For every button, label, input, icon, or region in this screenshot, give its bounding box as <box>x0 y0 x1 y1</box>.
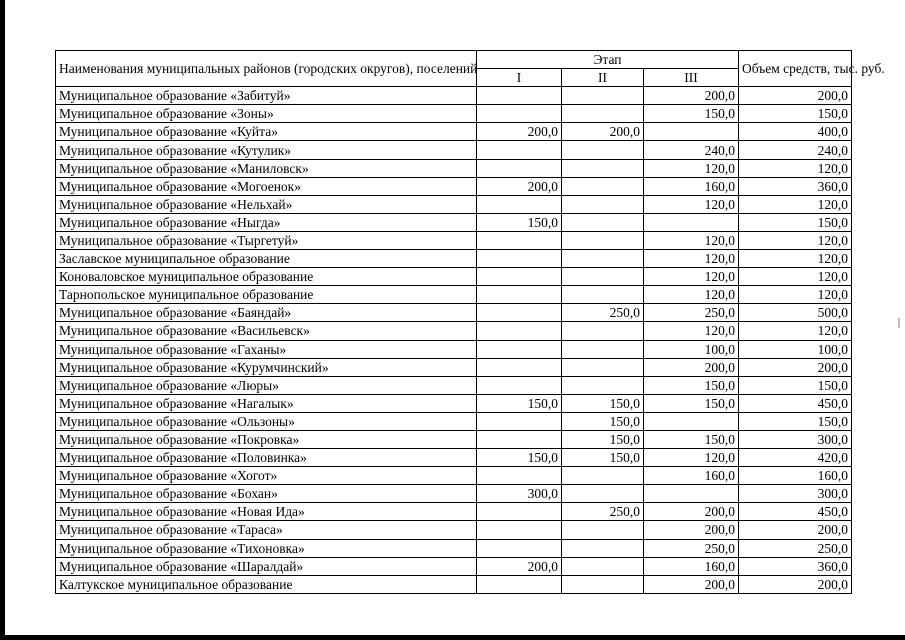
stage-1-cell <box>477 340 562 358</box>
total-cell: 150,0 <box>739 105 852 123</box>
stage-1-cell <box>477 575 562 593</box>
stage-2-cell <box>562 250 644 268</box>
header-name-column: Наименования муниципальных районов (городских округов), поселений <box>56 51 477 87</box>
stage-2-cell <box>562 575 644 593</box>
stage-3-cell: 160,0 <box>644 557 739 575</box>
municipality-name-cell: Муниципальное образование «Зоны» <box>56 105 477 123</box>
total-cell: 150,0 <box>739 412 852 430</box>
table-row <box>56 268 852 286</box>
total-cell: 450,0 <box>739 394 852 412</box>
header-total-column: Объем средств, тыс. руб. <box>739 51 852 87</box>
table-row <box>56 394 852 412</box>
table-row <box>56 322 852 340</box>
total-cell: 150,0 <box>739 213 852 231</box>
municipality-name-cell: Муниципальное образование «Тихоновка» <box>56 539 477 557</box>
stage-3-cell <box>644 412 739 430</box>
table-row <box>56 340 852 358</box>
stage-3-cell <box>644 123 739 141</box>
municipality-name-cell: Муниципальное образование «Баяндай» <box>56 304 477 322</box>
stage-2-cell <box>562 521 644 539</box>
municipality-name-cell: Муниципальное образование «Покровка» <box>56 430 477 448</box>
stage-1-cell <box>477 467 562 485</box>
stage-1-cell <box>477 250 562 268</box>
stage-2-cell: 150,0 <box>562 394 644 412</box>
stage-1-cell: 150,0 <box>477 213 562 231</box>
total-cell: 240,0 <box>739 141 852 159</box>
header-stage-group: Этап <box>477 51 739 69</box>
table-row <box>56 304 852 322</box>
stage-1-cell <box>477 304 562 322</box>
stage-3-cell: 120,0 <box>644 268 739 286</box>
stage-2-cell <box>562 213 644 231</box>
header-stage-2: II <box>562 69 644 87</box>
table-row <box>56 539 852 557</box>
municipality-name-cell: Заславское муниципальное образование <box>56 250 477 268</box>
total-cell: 300,0 <box>739 485 852 503</box>
total-cell: 360,0 <box>739 557 852 575</box>
stage-1-cell <box>477 521 562 539</box>
stage-3-cell: 100,0 <box>644 340 739 358</box>
scan-speck <box>898 318 900 328</box>
stage-3-cell: 200,0 <box>644 503 739 521</box>
stage-2-cell <box>562 376 644 394</box>
stage-1-cell: 200,0 <box>477 123 562 141</box>
stage-1-cell <box>477 503 562 521</box>
stage-3-cell: 120,0 <box>644 159 739 177</box>
stage-1-cell <box>477 286 562 304</box>
table-row <box>56 376 852 394</box>
stage-3-cell: 150,0 <box>644 105 739 123</box>
stage-3-cell: 200,0 <box>644 358 739 376</box>
table-row <box>56 195 852 213</box>
stage-2-cell <box>562 195 644 213</box>
stage-2-cell <box>562 87 644 105</box>
stage-3-cell: 250,0 <box>644 539 739 557</box>
total-cell: 120,0 <box>739 250 852 268</box>
municipality-name-cell: Муниципальное образование «Могоенок» <box>56 177 477 195</box>
table-row <box>56 250 852 268</box>
municipality-name-cell: Муниципальное образование «Новая Ида» <box>56 503 477 521</box>
header-stage-3: III <box>644 69 739 87</box>
municipality-name-cell: Муниципальное образование «Половинка» <box>56 449 477 467</box>
stage-2-cell <box>562 358 644 376</box>
stage-3-cell: 160,0 <box>644 177 739 195</box>
total-cell: 120,0 <box>739 231 852 249</box>
stage-1-cell <box>477 231 562 249</box>
stage-1-cell <box>477 141 562 159</box>
total-cell: 120,0 <box>739 159 852 177</box>
stage-2-cell: 150,0 <box>562 449 644 467</box>
municipality-name-cell: Муниципальное образование «Ныгда» <box>56 213 477 231</box>
municipality-name-cell: Муниципальное образование «Люры» <box>56 376 477 394</box>
table-row <box>56 575 852 593</box>
stage-2-cell: 150,0 <box>562 430 644 448</box>
total-cell: 250,0 <box>739 539 852 557</box>
total-cell: 100,0 <box>739 340 852 358</box>
table-row <box>56 286 852 304</box>
stage-2-cell <box>562 557 644 575</box>
municipality-name-cell: Коноваловское муниципальное образование <box>56 268 477 286</box>
stage-2-cell <box>562 177 644 195</box>
stage-3-cell <box>644 213 739 231</box>
table-header <box>56 51 885 87</box>
total-cell: 120,0 <box>739 268 852 286</box>
total-cell: 400,0 <box>739 123 852 141</box>
stage-1-cell: 150,0 <box>477 449 562 467</box>
stage-2-cell <box>562 105 644 123</box>
total-cell: 360,0 <box>739 177 852 195</box>
municipality-name-cell: Муниципальное образование «Тараса» <box>56 521 477 539</box>
stage-3-cell: 120,0 <box>644 195 739 213</box>
total-cell: 500,0 <box>739 304 852 322</box>
stage-1-cell <box>477 322 562 340</box>
stage-1-cell <box>477 268 562 286</box>
stage-3-cell: 120,0 <box>644 231 739 249</box>
municipality-name-cell: Муниципальное образование «Васильевск» <box>56 322 477 340</box>
stage-2-cell: 250,0 <box>562 503 644 521</box>
stage-2-cell <box>562 268 644 286</box>
municipality-name-cell: Муниципальное образование «Гаханы» <box>56 340 477 358</box>
table-body <box>56 87 852 594</box>
stage-3-cell: 200,0 <box>644 575 739 593</box>
stage-1-cell: 200,0 <box>477 557 562 575</box>
stage-1-cell <box>477 412 562 430</box>
stage-1-cell <box>477 159 562 177</box>
stage-3-cell: 150,0 <box>644 394 739 412</box>
stage-2-cell <box>562 141 644 159</box>
stage-3-cell: 150,0 <box>644 430 739 448</box>
stage-3-cell: 240,0 <box>644 141 739 159</box>
table-row <box>56 141 852 159</box>
table-row <box>56 412 852 430</box>
total-cell: 150,0 <box>739 376 852 394</box>
table-row <box>56 159 852 177</box>
stage-1-cell <box>477 195 562 213</box>
stage-2-cell: 250,0 <box>562 304 644 322</box>
total-cell: 450,0 <box>739 503 852 521</box>
header-stage-1: I <box>477 69 562 87</box>
stage-1-cell <box>477 430 562 448</box>
stage-2-cell <box>562 231 644 249</box>
table-row <box>56 449 852 467</box>
table-row <box>56 430 852 448</box>
total-cell: 300,0 <box>739 430 852 448</box>
stage-3-cell: 120,0 <box>644 322 739 340</box>
total-cell: 200,0 <box>739 575 852 593</box>
total-cell: 160,0 <box>739 467 852 485</box>
stage-2-cell <box>562 340 644 358</box>
table-row <box>56 177 852 195</box>
stage-1-cell <box>477 105 562 123</box>
stage-2-cell: 200,0 <box>562 123 644 141</box>
stage-3-cell: 120,0 <box>644 286 739 304</box>
municipality-name-cell: Тарнопольское муниципальное образование <box>56 286 477 304</box>
municipality-name-cell: Муниципальное образование «Шаралдай» <box>56 557 477 575</box>
table-row <box>56 358 852 376</box>
municipality-name-cell: Муниципальное образование «Нельхай» <box>56 195 477 213</box>
total-cell: 120,0 <box>739 286 852 304</box>
stage-2-cell <box>562 539 644 557</box>
stage-3-cell: 160,0 <box>644 467 739 485</box>
municipality-name-cell: Калтукское муниципальное образование <box>56 575 477 593</box>
stage-1-cell: 300,0 <box>477 485 562 503</box>
stage-3-cell: 120,0 <box>644 250 739 268</box>
stage-1-cell <box>477 358 562 376</box>
table-row <box>56 557 852 575</box>
total-cell: 200,0 <box>739 521 852 539</box>
stage-3-cell <box>644 485 739 503</box>
stage-1-cell <box>477 539 562 557</box>
municipality-name-cell: Муниципальное образование «Курумчинский» <box>56 358 477 376</box>
municipality-name-cell: Муниципальное образование «Куйта» <box>56 123 477 141</box>
municipality-name-cell: Муниципальное образование «Забитуй» <box>56 87 477 105</box>
stage-2-cell <box>562 159 644 177</box>
stage-1-cell: 200,0 <box>477 177 562 195</box>
stage-2-cell <box>562 322 644 340</box>
stage-2-cell: 150,0 <box>562 412 644 430</box>
table-row <box>56 485 852 503</box>
stage-3-cell: 200,0 <box>644 87 739 105</box>
table-row <box>56 467 852 485</box>
stage-3-cell: 120,0 <box>644 449 739 467</box>
stage-2-cell <box>562 286 644 304</box>
total-cell: 420,0 <box>739 449 852 467</box>
stage-2-cell <box>562 485 644 503</box>
stage-1-cell <box>477 376 562 394</box>
table-row <box>56 521 852 539</box>
municipality-name-cell: Муниципальное образование «Тыргетуй» <box>56 231 477 249</box>
scan-edge-bottom <box>0 635 905 640</box>
total-cell: 200,0 <box>739 358 852 376</box>
municipality-name-cell: Муниципальное образование «Кутулик» <box>56 141 477 159</box>
table-row <box>56 87 852 105</box>
header-row-1 <box>56 51 852 69</box>
total-cell: 200,0 <box>739 87 852 105</box>
total-cell: 120,0 <box>739 195 852 213</box>
table-row <box>56 213 852 231</box>
municipality-name-cell: Муниципальное образование «Бохан» <box>56 485 477 503</box>
municipality-name-cell: Муниципальное образование «Ользоны» <box>56 412 477 430</box>
stage-3-cell: 200,0 <box>644 521 739 539</box>
table-row <box>56 105 852 123</box>
stage-3-cell: 250,0 <box>644 304 739 322</box>
municipality-name-cell: Муниципальное образование «Хогот» <box>56 467 477 485</box>
stage-1-cell <box>477 87 562 105</box>
municipality-name-cell: Муниципальное образование «Маниловск» <box>56 159 477 177</box>
total-cell: 120,0 <box>739 322 852 340</box>
table-row <box>56 503 852 521</box>
scan-edge-left <box>0 0 5 640</box>
table-row <box>56 123 852 141</box>
stage-2-cell <box>562 467 644 485</box>
municipality-name-cell: Муниципальное образование «Нагалык» <box>56 394 477 412</box>
stage-3-cell: 150,0 <box>644 376 739 394</box>
stage-1-cell: 150,0 <box>477 394 562 412</box>
funding-table <box>55 50 885 594</box>
table-row <box>56 231 852 249</box>
